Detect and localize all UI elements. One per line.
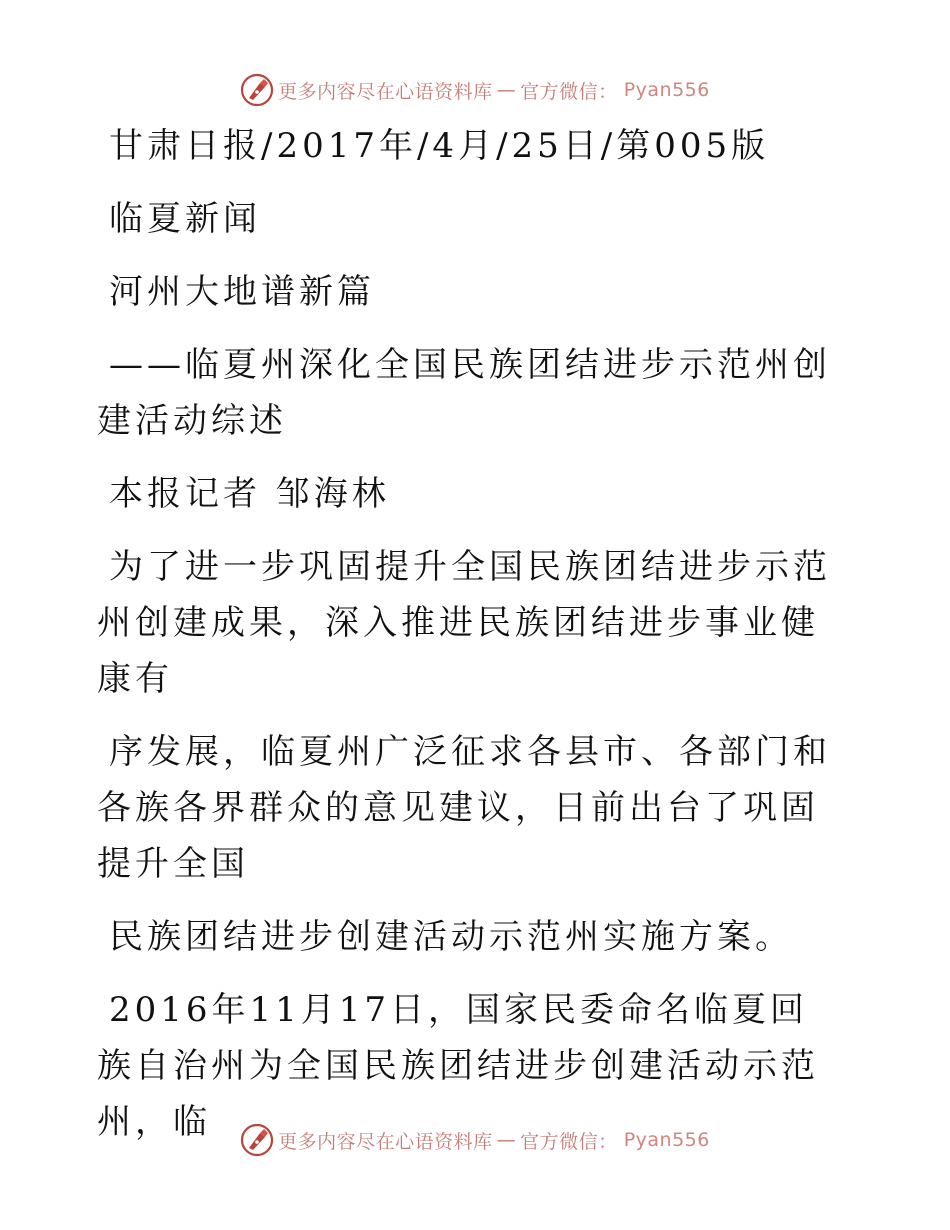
article-paragraph <box>97 724 837 892</box>
watermark-separator: — <box>496 79 517 101</box>
watermark-label: 官方微信： <box>520 80 618 103</box>
article-source <box>97 118 837 174</box>
pen-nib-logo-icon <box>240 73 274 107</box>
article-headline <box>97 264 837 320</box>
article-paragraph <box>97 539 837 707</box>
watermark-group <box>240 1123 710 1157</box>
article-paragraph-text: 序发展，临夏州广泛征求各县市、各部门和各族各界群众的意见建议，日前出台了巩固提升全国 <box>97 732 831 884</box>
article-source-text: 甘肃日报/2017年/4月/25日/第005版 <box>109 126 770 166</box>
article-subheadline-text: ——临夏州深化全国民族团结进步示范州创建活动综述 <box>97 345 831 441</box>
header-watermark <box>0 70 950 110</box>
footer-watermark <box>0 1120 950 1160</box>
article-paragraph-text: 2016年11月17日，国家民委命名临夏回族自治州为全国民族团结进步创建活动示范州，临 <box>97 990 819 1142</box>
watermark-group <box>240 73 710 107</box>
article-headline-text: 河州大地谱新篇 <box>109 272 375 312</box>
watermark-handle: Pyan556 <box>623 1129 710 1151</box>
pen-nib-logo-icon <box>240 1123 274 1157</box>
article-section-text: 临夏新闻 <box>109 199 261 239</box>
article-section <box>97 191 837 247</box>
watermark-text: 更多内容尽在心语资料库 <box>278 80 493 103</box>
article-byline-text: 本报记者 邹海林 <box>109 474 390 514</box>
article-byline <box>97 466 837 522</box>
article-body <box>97 118 837 1167</box>
article-paragraph-text: 民族团结进步创建活动示范州实施方案。 <box>109 917 793 957</box>
article-paragraph-text: 为了进一步巩固提升全国民族团结进步示范州创建成果，深入推进民族团结进步事业健康有 <box>97 547 831 699</box>
watermark-handle: Pyan556 <box>623 79 710 101</box>
watermark-label: 官方微信： <box>520 1130 618 1153</box>
watermark-separator: — <box>496 1129 517 1151</box>
article-paragraph <box>97 909 837 965</box>
article-subheadline <box>97 337 837 449</box>
watermark-text: 更多内容尽在心语资料库 <box>278 1130 493 1153</box>
